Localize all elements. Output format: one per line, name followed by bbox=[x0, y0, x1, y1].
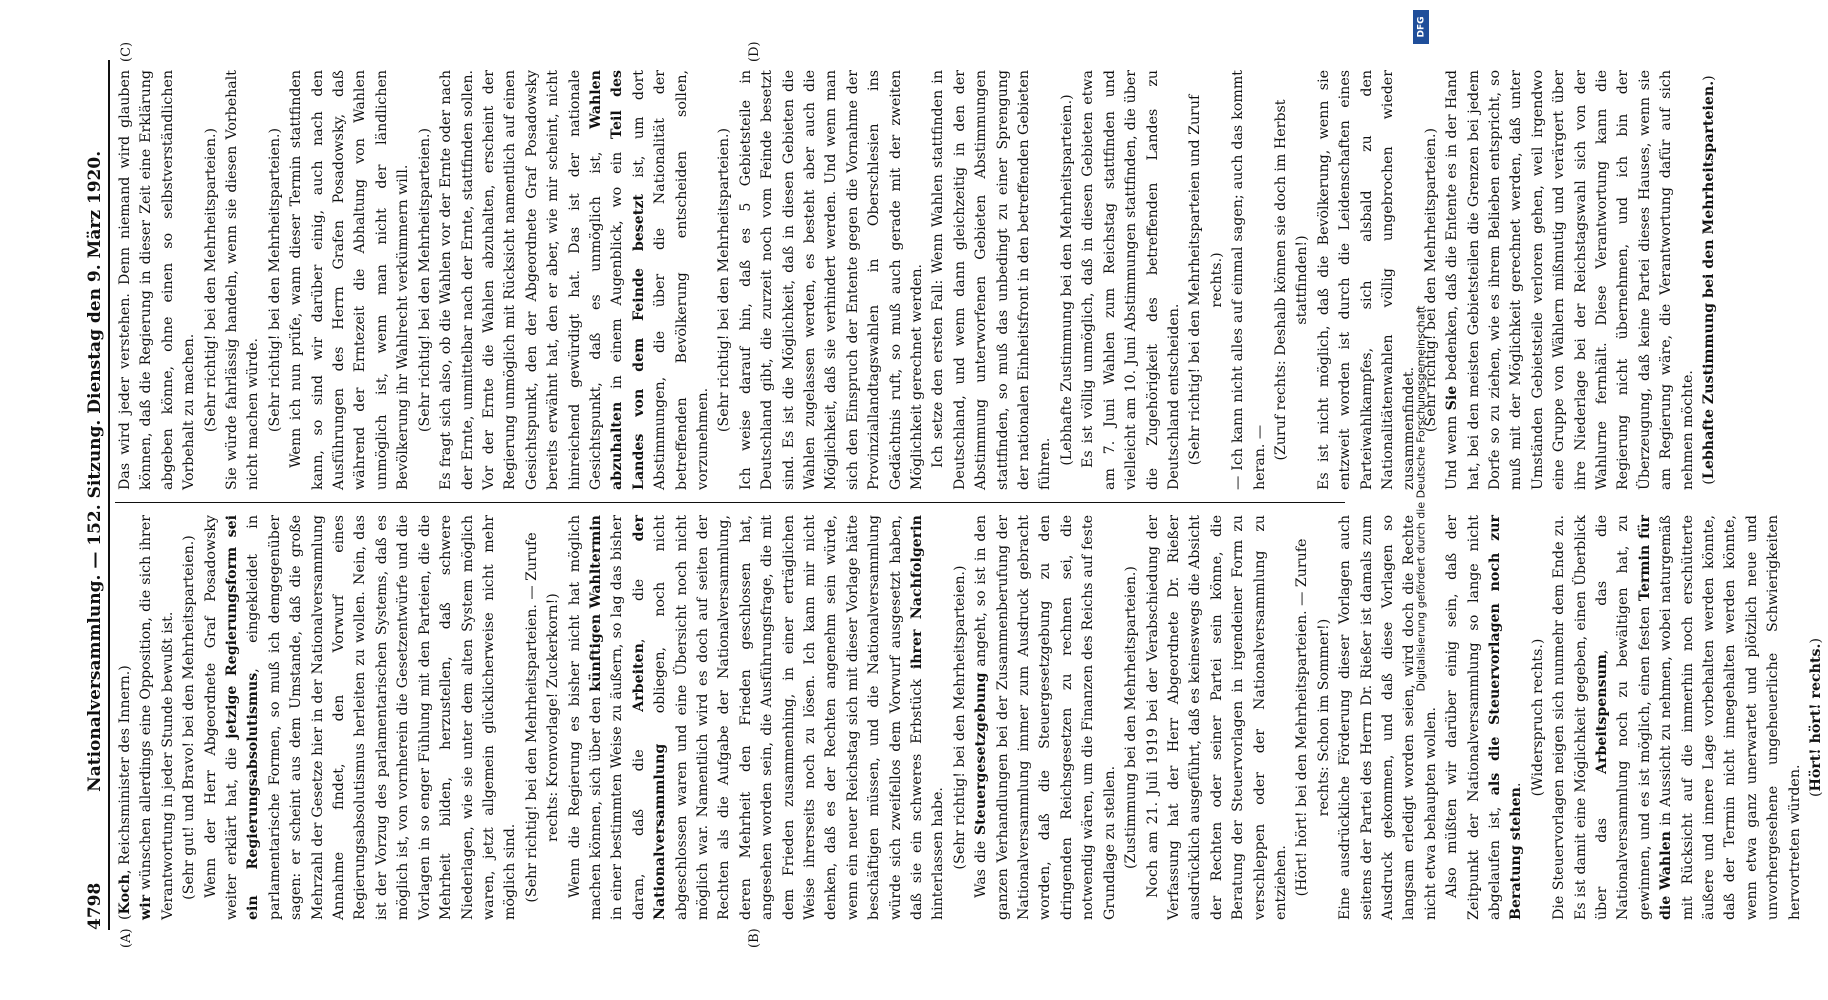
page-title: Nationalversammlung. — 152. Sitzung. Dienstag den 9. März 1920. bbox=[85, 150, 105, 792]
interjection-paragraph: (Sehr richtig! bei den Mehrheitsparteien und Zuruf rechts.) bbox=[1187, 94, 1225, 466]
interjection-paragraph: (Widerspruch rechts.) bbox=[1529, 638, 1546, 797]
interjection-paragraph: (Lebhafte Zustimmung bei den Mehrheitsparteien.) bbox=[1058, 94, 1075, 466]
left-text-column bbox=[115, 514, 1825, 920]
dfg-logo: DFG bbox=[1413, 10, 1429, 44]
interjection-paragraph: (Sehr gut! und Bravo! bei den Mehrheitsparteien.) bbox=[181, 535, 198, 900]
speech-paragraph: Noch am 21. Juli 1919 bei der Verabschiedung der Verfassung hat der Herr Abgeordnete Dr. Rießer ausdrücklich ausgeführt, daß es keineswegs die Absicht der Rechten oder seiner Partei sein könne, die Beratung der Steuervorlagen in irgendeiner Form zu verschleppen oder der Nationalversammlung zu entziehen. bbox=[1144, 515, 1289, 920]
speech-paragraph: Sie würde fahrlässig handeln, wenn sie diesen Vorbehalt nicht machen würde. bbox=[224, 70, 262, 490]
margin-marker-b: (B) bbox=[747, 928, 762, 948]
right-text-column bbox=[115, 70, 1718, 490]
page-number: 4798 bbox=[85, 882, 105, 930]
speech-paragraph: Ich setze den ersten Fall: Wenn Wahlen stattfinden in Deutschland, und wenn dann gleichzeitig in den der Abstimmung unterworfenen Gebieten Abstimmungen stattfinden, so muß das unbedingt zu einer Sprengung der nationalen Einheitsfront in den betreffenden Gebieten führen. bbox=[930, 70, 1054, 490]
interjection-paragraph: (Lebhafte Zustimmung bei den Mehrheitsparteien.) bbox=[1701, 75, 1718, 485]
speech-paragraph: Es ist nicht möglich, daß die Bevölkerung, wenn sie entzweit worden ist durch die Leidenschaften eines Parteiwahlkampfes, sich alsbald zu den Nationalitätenwahlen völlig ungebrochen wieder zusammenfindet. bbox=[1315, 70, 1418, 490]
speech-paragraph: Eine ausdrückliche Förderung dieser Vorlagen auch seitens der Partei des Herrn Dr. Rießer ist damals zum Ausdruck gekommen, und daß diese Vorlagen so langsam erledigt worden seien, wird doch die Rechte nicht etwa behaupten wollen. bbox=[1337, 515, 1439, 920]
margin-marker-d: (D) bbox=[747, 41, 762, 62]
speech-paragraph: Also müßten wir darüber einig sein, daß der Zeitpunkt der Nationalversammlung so lange nicht abgelaufen ist, als die Steuervorlagen noch zur Beratung stehen. bbox=[1444, 515, 1525, 920]
digitization-credit bbox=[1412, 12, 1430, 988]
interjection-paragraph: (Sehr richtig! bei den Mehrheitsparteien.) bbox=[266, 127, 283, 433]
interjection-paragraph: (Hört! hört! rechts.) bbox=[1808, 637, 1825, 798]
interjection-paragraph: (Sehr richtig! bei den Mehrheitsparteien.) bbox=[716, 127, 733, 433]
speech-paragraph: wir wünschen allerdings eine Opposition, die sich ihrer Verantwortung in jeder Stunde bewußt ist. bbox=[138, 515, 176, 920]
page-header bbox=[77, 60, 110, 930]
column-divider bbox=[115, 502, 1345, 503]
speech-paragraph: Ich weise darauf hin, daß es 5 Gebietsteile in Deutschland gibt, die zurzeit noch vom Feinde besetzt sind. Es ist die Möglichkeit, daß in diesen Gebieten die Wahlen zugelassen werden, es besteht aber auch die Möglichkeit, daß sie verhindert werden. Und wenn man sich den Einspruch der Entente gegen die Vornahme der Provinziallandtagswahlen in Oberschlesien ins Gedächtnis ruft, so muß auch gerade mit der zweiten Möglichkeit gerechnet werden. bbox=[737, 70, 926, 490]
speech-paragraph: Was die Steuergesetzgebung angeht, so ist in den ganzen Verhandlungen bei der Zusammenberufung der Nationalversammlung immer zum Ausdruck gebracht worden, daß die Steuergesetzgebung zu den dringenden Reichsgesetzen zu rechnen sei, die notwendig wären, um die Finanzen des Reichs auf feste Grundlage zu stellen. bbox=[973, 515, 1118, 920]
speech-paragraph: Und wenn Sie bedenken, daß die Entente es in der Hand hat, bei den meisten Gebietsteilen die Grenzen bei jedem Dorfe so zu ziehen, wie es ihrem Belieben entspricht, so muß mit der Möglichkeit gerechnet werden, daß unter Umständen Gebietsteile verloren gehen, weil irgendwo eine Gruppe von Wählern mißmutig und verärgert über ihre Niederlage bei der Reichstagswahl sich von der Wahlurne fernhält. Diese Verantwortung kann die Regierung nicht übernehmen, und ich bin der Überzeugung, daß keine Partei dieses Hauses, wenn sie am Regierung wäre, die Verantwortung dafür auf sich nehmen möchte. bbox=[1444, 70, 1696, 490]
margin-marker-a: (A) bbox=[119, 928, 134, 948]
speech-paragraph: — Ich kann nicht alles auf einmal sagen; auch das kommt heran. — bbox=[1230, 70, 1268, 490]
margin-marker-c: (C) bbox=[119, 41, 134, 62]
speech-paragraph: Wenn die Regierung es bisher nicht hat möglich machen können, sich über den künftigen Wahltermin in einer bestimmten Weise zu äußern, so lag das bisher daran, daß die Arbeiten, die der Nationalversammlung obliegen, noch nicht abgeschlossen waren und eine Übersicht noch nicht möglich war. Namentlich wird es doch auf seiten der Rechten als die Aufgabe der Nationalversammlung, deren Mehrheit den Frieden geschlossen hat, angesehen worden sein, die Ausführungsfrage, die mit dem Frieden zusammenhing, in einer erträglichen Weise ihrerseits noch zu lösen. Ich kann mir nicht denken, daß es der Rechten angenehm sein würde, wenn ein neuer Reichstag sich mit dieser Vorlage hätte beschäftigen müssen, und die Nationalversammlung würde sich zweifellos dem Vorwurf ausgesetzt haben, daß sie ein schweres Erbstück ihrer Nachfolgerin hinterlassen habe. bbox=[566, 515, 947, 920]
speech-paragraph: Die Steuervorlagen neigen sich nunmehr dem Ende zu. Es ist damit eine Möglichkeit gegeben, einen Überblick über das Arbeitspensum, das die Nationalversammlung noch zu bewältigen hat, zu gewinnen, und es ist möglich, einen festen Termin für die Wahlen in Aussicht zu nehmen, wobei naturgemäß mit Rücksicht auf die immerhin noch erschütterte äußere und innere Lage vorbehalten werden könnte, daß der Termin nicht innegehalten werden könnte, wenn etwa ganz unerwartet und plötzlich neue und unvorhergesehene ungeheuerliche Schwierigkeiten hervortreten würden. bbox=[1551, 515, 1803, 920]
speech-paragraph: Wenn ich nun prüfe, wann dieser Termin stattfinden kann, so sind wir darüber einig, auch nach den Ausführungen des Herrn Grafen Posadowsky, daß während der Erntezeit die Abhaltung von Wahlen unmöglich ist, wenn man nicht der ländlichen Bevölkerung ihr Wahlrecht verkümmern will. bbox=[288, 70, 412, 490]
interjection-paragraph: (Sehr richtig! bei den Mehrheitsparteien. — Zurufe rechts: Kronvorlage! Zuckerkorn!) bbox=[523, 532, 562, 903]
interjection-paragraph: (Hört! hört! bei den Mehrheitsparteien. — Zurufe rechts: Schon im Sommer!) bbox=[1294, 538, 1332, 897]
interjection-paragraph: (Sehr richtig! bei den Mehrheitsparteien.) bbox=[1422, 127, 1439, 433]
speech-paragraph: Das wird jeder verstehen. Denn niemand wird glauben können, daß die Regierung in dieser Zeit eine Erklärung abgeben könne, ohne einen so selbstverständlichen Vorbehalt zu machen. bbox=[117, 70, 198, 490]
interjection-paragraph: (Sehr richtig! bei den Mehrheitsparteien.) bbox=[202, 127, 219, 433]
interjection-paragraph: (Zuruf rechts: Deshalb können sie doch im Herbst stattfinden!) bbox=[1272, 99, 1311, 461]
speech-paragraph: Es ist völlig unmöglich, daß in diesen Gebieten etwa am 7. Juni Wahlen zum Reichstag stattfinden und vielleicht am 10. Juni Abstimmungen stattfinden, die über die Zugehörigkeit des betreffenden Landes zu Deutschland entscheiden. bbox=[1080, 70, 1182, 490]
credit-text: Digitalisierung gefördert durch die Deutsche Forschungsgemeinschaft bbox=[1414, 305, 1428, 692]
speech-paragraph: (Koch, Reichsminister des Innern.) bbox=[117, 665, 133, 920]
interjection-paragraph: (Zustimmung bei den Mehrheitsparteien.) bbox=[1123, 566, 1140, 869]
speech-paragraph: Es fragt sich also, ob die Wahlen vor der Ernte oder nach der Ernte, unmittelbar nach der Ernte, stattfinden sollen. Vor der Ernte die Wahlen abzuhalten, erscheint der Regierung unmöglich mit Rücksicht namentlich auf einen Gesichtspunkt, den der Abgeordnete Graf Posadowsky bereits erwähnt hat, den er aber, wie mir scheint, nicht hinreichend gewürdigt hat. Das ist der nationale Gesichtspunkt, daß es unmöglich ist, Wahlen abzuhalten in einem Augenblick, wo ein Teil des Landes von dem Feinde besetzt ist, um dort Abstimmungen, die über die Nationalität der betreffenden Bevölkerung entscheiden sollen, vorzunehmen. bbox=[438, 70, 711, 490]
interjection-paragraph: (Sehr richtig! bei den Mehrheitsparteien.) bbox=[416, 127, 433, 433]
interjection-paragraph: (Sehr richtig! bei den Mehrheitsparteien.) bbox=[951, 565, 968, 870]
speech-paragraph: Wenn der Herr Abgeordnete Graf Posadowsky weiter erklärt hat, die jetzige Regierungsform sei ein Regierungsabsolutismus, eingekleidet in parlamentarische Formen, so muß ich demgegenüber sagen: er scheint aus dem Umstande, daß die große Mehrzahl der Gesetze hier in der Nationalversammlung Annahme findet, den Vorwurf eines Regierungsabsolutismus herleiten zu wollen. Nein, das ist der Vorzug des parlamentarischen Systems, daß es möglich ist, von vornherein die Gesetzentwürfe und die Vorlagen in so enger Fühlung mit den Parteien, die die Mehrheit bilden, herzustellen, daß schwere Niederlagen, wie sie unter dem alten System möglich waren, jetzt allgemein glücklicherweise nicht mehr möglich sind. bbox=[202, 514, 519, 920]
